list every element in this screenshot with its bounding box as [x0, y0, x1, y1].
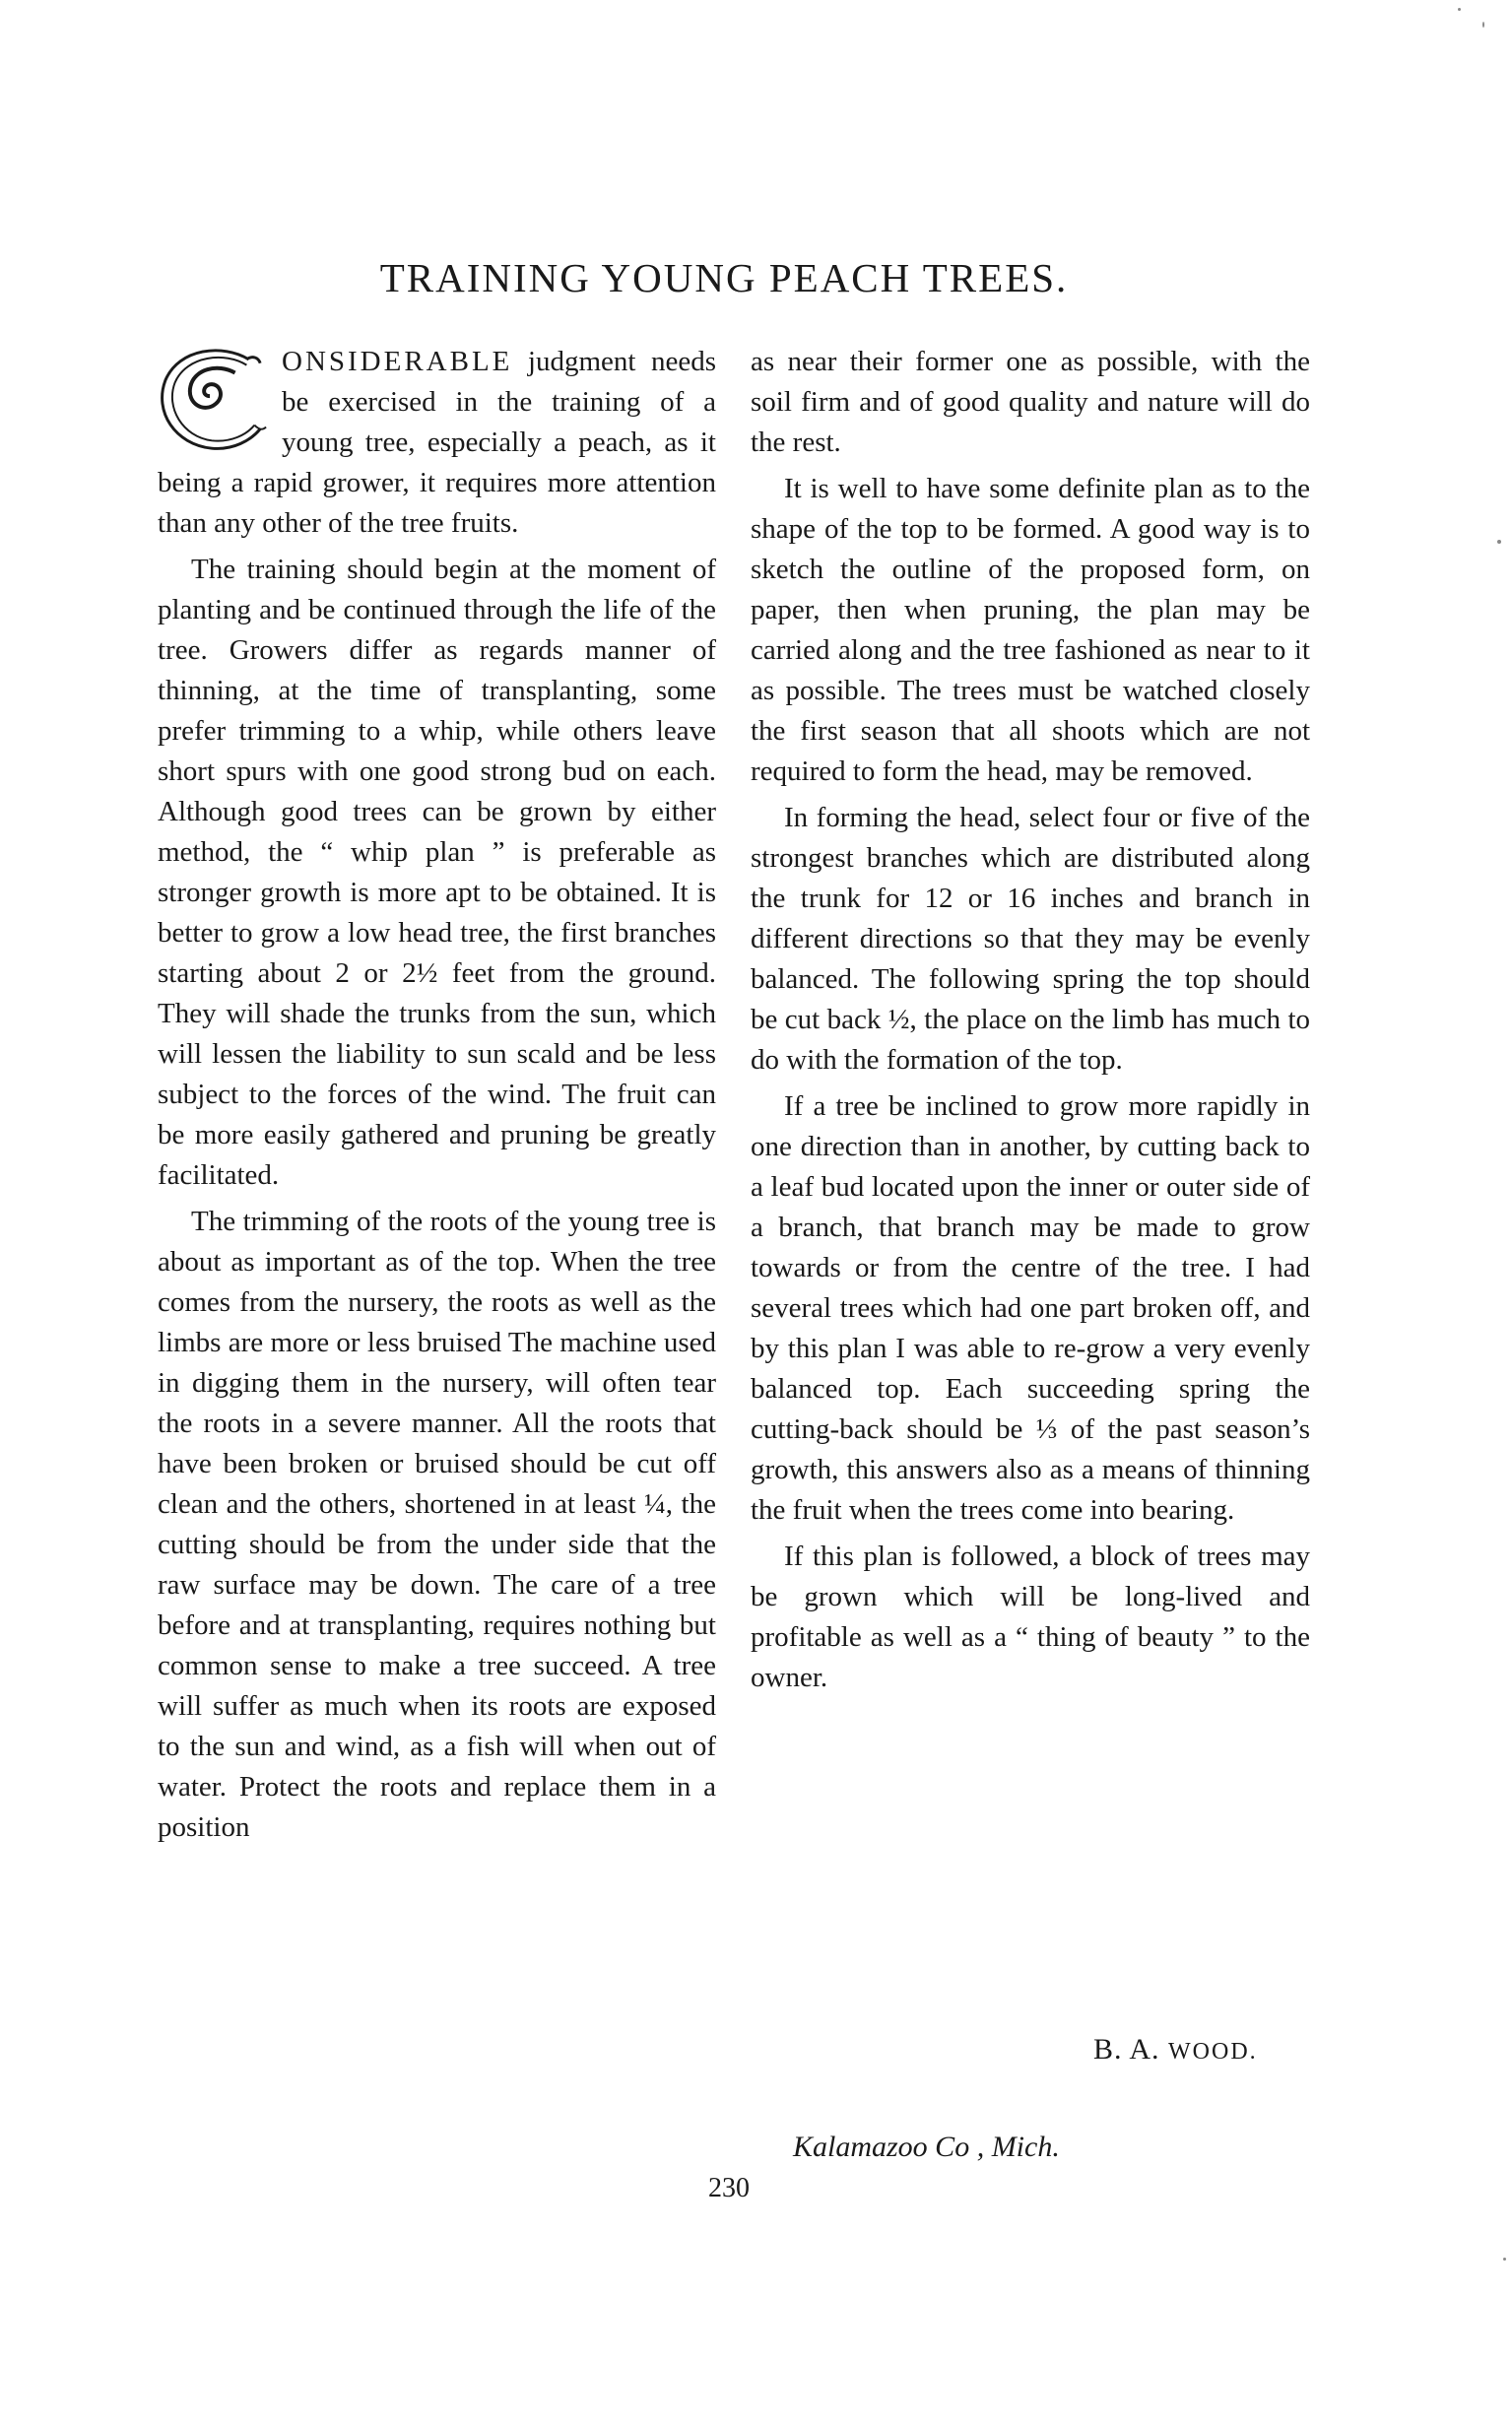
paragraph-3: The trimming of the roots of the young tree is about as important as of the top. When the tree comes from the nursery, the roots as well as the limbs are more or less bruised The machine used in digging them in the nursery, will often tear the roots in a severe manner. All the roots that have been broken or bruised should be cut off clean and the others, shortened in at least ¼, the cutting should be from the under side that the raw surface may be down. The care of a tree before and at transplanting, requires nothing but common sense to make a tree succeed. A tree will suffer as much when its roots are exposed to the sun and wind, as a fish will when out of water. Protect the roots and replace them in a position [158, 1206, 716, 1843]
page-number: 230 [708, 2173, 750, 2203]
paragraph-3-continued: as near their former one as possible, with the soil firm and of good quality and nature will do the rest. [751, 346, 1310, 458]
scan-speck [1503, 2258, 1506, 2261]
article-title: TRAINING YOUNG PEACH TREES. [379, 255, 1069, 300]
author-initials: B. A. [1093, 2033, 1169, 2066]
paragraph-7: If this plan is followed, a block of trees may be grown which will be long-lived and profitable as well as a “ thing of beauty ” to the owner. [751, 1541, 1310, 1693]
scan-speck [1497, 540, 1501, 544]
paragraph-6: If a tree be inclined to grow more rapidly in one direction than in another, by cutting back to a leaf bud located upon the inner or outer side of a branch, that branch may be made to grow towards or from the centre of the tree. I had several trees which had one part broken off, and by this plan I was able to re-grow a very evenly balanced top. Each succeeding spring the cutting-back should be ⅓ of the past season’s growth, this answers also as a means of thinning the fruit when the trees come into bearing. [751, 1090, 1310, 1526]
drop-cap-c-icon [154, 344, 270, 460]
left-column [158, 342, 716, 1854]
author-location: Kalamazoo Co , Mich. [793, 2131, 1060, 2163]
scan-speck [1458, 8, 1461, 11]
scan-speck [1482, 22, 1484, 28]
paragraph-2: The training should begin at the moment of planting and be continued through the life of the tree. Growers differ as regards manner of thinning, at the time of transplanting, some prefer trimming to a whip, while others leave short spurs with one good strong bud on each. Although good trees can be grown by either method, the “ whip plan ” is preferable as stronger growth is more apt to be obtained. It is better to grow a low head tree, the first branches starting about 2 or 2½ feet from the ground. They will shade the trunks from the sun, which will lessen the liability to sun scald and be less subject to the forces of the wind. The fruit can be more easily gathered and pruning be greatly facilitated. [158, 554, 716, 1191]
paragraph-5: In forming the head, select four or five of the strongest branches which are distributed along the trunk for 12 or 16 inches and branch in different directions so that they may be evenly balanced. The following spring the top should be cut back ½, the place on the limb has much to do with the formation of the top. [751, 802, 1310, 1076]
drop-cap-ornament [154, 344, 270, 460]
opening-caps: ONSIDERABLE [282, 346, 513, 377]
author-signature [1093, 2033, 1258, 2067]
author-surname: WOOD. [1168, 2039, 1258, 2065]
paragraph-1 [158, 342, 716, 544]
paragraph-1-text: judgment needs be exercised in the training of a young tree, especially a peach, as it being a rapid grower, it requires more attention than any other of the tree fruits. [158, 346, 716, 539]
right-column [751, 342, 1310, 1704]
paragraph-4: It is well to have some definite plan as to the shape of the top to be formed. A good way is to sketch the outline of the proposed form, on paper, then when pruning, the plan may be carried along and the tree fashioned as near to it as possible. The trees must be watched closely the first season that all shoots which are not required to form the head, may be removed. [751, 473, 1310, 787]
